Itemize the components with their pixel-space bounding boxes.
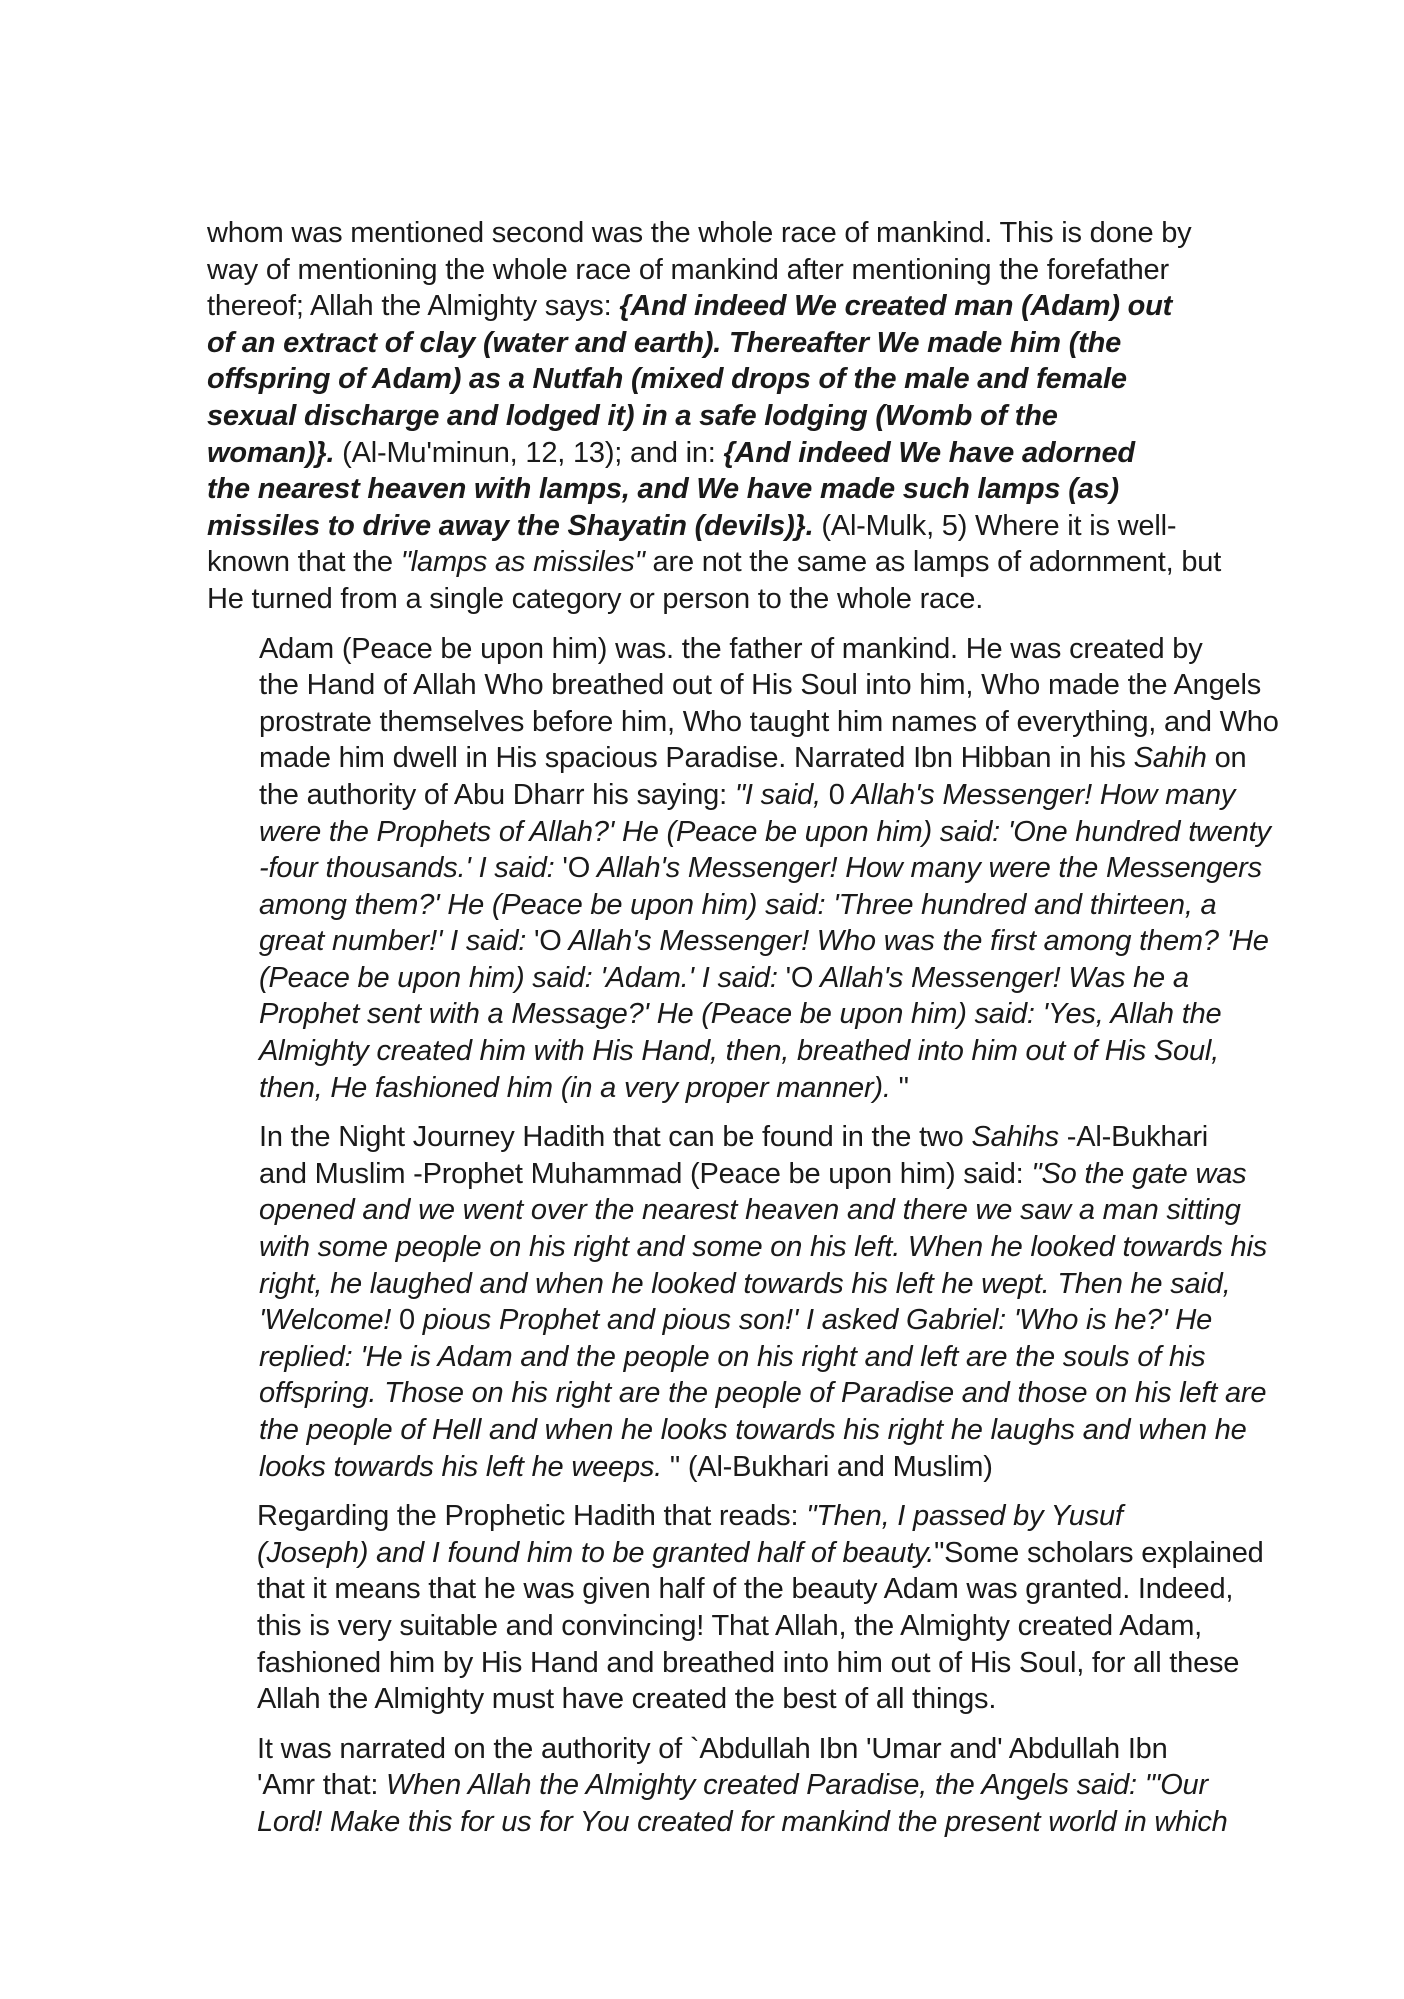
text-line <box>207 1498 1197 1535</box>
body-text: (Al-Mu'minun, 12, 13); and in: <box>334 436 724 469</box>
body-text: prostrate themselves before him, Who taught him names of everything, and Who <box>259 705 1279 738</box>
hadith-quote-text: "lamps as missiles" <box>400 546 645 579</box>
body-text: 'O <box>785 961 814 994</box>
text-line <box>207 850 1262 887</box>
hadith-quote-text: When Allah the Almighty created Paradise, the Angels said: "'Our <box>386 1769 1208 1802</box>
text-line <box>207 1266 1231 1303</box>
body-text: He turned from a single category or person to the whole race. <box>207 582 984 615</box>
text-line <box>207 1033 1219 1070</box>
body-text: 0 <box>398 1304 415 1337</box>
text-line <box>207 288 1197 325</box>
hadith-quote-text: among them?' He (Peace be upon him) said: 'Three hundred and thirteen, a <box>259 888 1217 921</box>
body-text: the Hand of Allah Who breathed out of His Soul into him, Who made the Angels <box>259 669 1262 702</box>
text-line <box>207 1412 1247 1449</box>
hadith-quote-text: looks towards his left he weeps. <box>259 1450 670 1483</box>
text-line <box>207 252 1197 289</box>
paragraph-4 <box>207 1498 1264 1718</box>
text-line <box>207 325 1197 362</box>
hadith-quote-text: "So the gate was <box>1031 1157 1247 1190</box>
body-text: Adam (Peace be upon him) was. the father of mankind. He was created by <box>259 632 1203 665</box>
text-line <box>207 1645 1240 1682</box>
hadith-quote-text: -four thousands.' I said: <box>259 852 563 885</box>
text-line <box>207 1119 1209 1156</box>
text-line <box>207 1302 1213 1339</box>
hadith-quote-text: 'Welcome! <box>259 1304 399 1337</box>
text-line <box>207 631 1203 668</box>
body-text: "Some scholars explained <box>934 1536 1264 1569</box>
text-line <box>207 435 1197 472</box>
text-line <box>207 740 1247 777</box>
body-text: whom was mentioned second was the whole race of mankind. This is done by <box>207 217 1192 249</box>
body-text: this is very suitable and convincing! That Allah, the Almighty created Adam, <box>257 1609 1203 1642</box>
text-line <box>207 508 1197 545</box>
text-line <box>207 667 1262 704</box>
quran-quote-text: woman)}. <box>207 436 335 469</box>
body-text: on <box>1206 742 1247 775</box>
hadith-quote-text: offspring. Those on his right are the people of Paradise and those on his left are <box>259 1377 1267 1410</box>
hadith-quote-text: with some people on his right and some on his left. When he looked towards his <box>259 1231 1268 1264</box>
hadith-quote-text: replied: 'He is Adam and the people on his right and left are the souls of his <box>259 1340 1206 1373</box>
body-text: fashioned him by His Hand and breathed into him out of His Soul, for all these <box>257 1646 1240 1679</box>
hadith-quote-text: Allah's Messenger! How many <box>844 778 1236 811</box>
body-text: " <box>898 1071 909 1104</box>
text-line <box>207 1608 1203 1645</box>
hadith-quote-text: Prophet sent with a Message?' He (Peace be upon him) said: 'Yes, Allah the <box>259 998 1222 1031</box>
text-line <box>207 777 1236 814</box>
body-text: Regarding the Prophetic Hadith that reads: <box>257 1500 807 1533</box>
hadith-quote-text: (Peace be upon him) said: 'Adam.' I said: <box>259 961 786 994</box>
body-text: are not the same as lamps of adornment, but <box>644 546 1222 579</box>
text-line <box>207 1449 1197 1486</box>
hadith-quote-text: (Joseph) and I found him to be granted half of beauty. <box>257 1536 935 1569</box>
document-page <box>207 215 1279 1854</box>
text-line <box>207 960 1197 997</box>
text-line <box>207 1192 1241 1229</box>
body-text: and Muslim -Prophet Muhammad (Peace be upon him) said: <box>259 1157 1032 1190</box>
text-line <box>207 1804 1228 1841</box>
quran-quote-text: the nearest heaven with lamps, and We have made such lamps (as) <box>207 473 1119 506</box>
text-line <box>207 1535 1264 1572</box>
body-text: " (Al-Bukhari and Muslim) <box>669 1450 993 1483</box>
body-text: the authority of Abu Dharr his saying: <box>259 778 735 811</box>
text-line <box>207 1571 1234 1608</box>
text-line <box>207 887 1217 924</box>
quran-quote-text: missiles to drive away the Shayatin (devils)}. <box>207 509 814 542</box>
body-text: 'Amr that: <box>257 1769 387 1802</box>
hadith-quote-text: Almighty created him with His Hand, then, breathed into him out of His Soul, <box>259 1035 1219 1068</box>
text-line <box>207 923 1269 960</box>
text-line <box>207 1681 1197 1718</box>
body-text: In the Night Journey Hadith that can be found in the two <box>259 1121 972 1154</box>
quran-quote-text: of an extract of clay (water and earth). Thereafter We made him (the <box>207 326 1122 359</box>
body-text: 0 <box>828 778 845 811</box>
text-line <box>207 1156 1247 1193</box>
text-line <box>207 1767 1208 1804</box>
paragraph-3 <box>207 1119 1268 1485</box>
text-line <box>207 1731 1197 1768</box>
body-text: thereof; Allah the Almighty says: <box>207 290 620 323</box>
hadith-quote-text: pious Prophet and pious son!' I asked Gabriel: 'Who is he?' He <box>414 1304 1213 1337</box>
hadith-quote-text: then, He fashioned him (in a very proper manner). <box>259 1071 899 1104</box>
body-text: 'O <box>533 925 562 958</box>
body-text: 'O <box>562 852 591 885</box>
body-text: (Al-Mulk, 5) Where it is well- <box>813 509 1177 542</box>
text-line <box>207 544 1222 581</box>
text-line <box>207 398 1197 435</box>
text-line <box>207 471 1197 508</box>
text-line <box>207 581 1197 618</box>
body-text: -Al-Bukhari <box>1058 1121 1209 1154</box>
hadith-quote-text: great number!' I said: <box>259 925 534 958</box>
quran-quote-text: {And indeed We created man (Adam) out <box>619 290 1173 323</box>
paragraph-2 <box>207 631 1279 1107</box>
body-text: Allah the Almighty must have created the best of all things. <box>257 1683 997 1716</box>
body-text: way of mentioning the whole race of mankind after mentioning the forefather <box>207 253 1169 286</box>
body-text: made him dwell in His spacious Paradise. Narrated Ibn Hibban in his <box>259 742 1134 775</box>
hadith-quote-text: the people of Hell and when he looks towards his right he laughs and when he <box>259 1414 1247 1446</box>
body-text: that it means that he was given half of the beauty Adam was granted. Indeed, <box>257 1573 1234 1606</box>
text-line <box>207 704 1279 741</box>
hadith-quote-text: "Then, I passed by Yusuf <box>806 1500 1123 1533</box>
hadith-quote-text: were the Prophets of Allah?' He (Peace be upon him) said: 'One hundred twenty <box>259 815 1271 848</box>
text-line <box>207 1339 1206 1376</box>
body-text: It was narrated on the authority of `Abdullah Ibn 'Umar and' Abdullah Ibn <box>257 1732 1168 1765</box>
hadith-quote-text: Lord! Make this for us for You created for mankind the present world in which <box>257 1805 1228 1838</box>
hadith-quote-text: Sahihs <box>971 1121 1059 1154</box>
text-line <box>207 996 1222 1033</box>
body-text: known that the <box>207 546 401 579</box>
paragraph-1 <box>207 215 1222 618</box>
text-line <box>207 1375 1267 1412</box>
hadith-quote-text: "I said, <box>734 778 829 811</box>
quran-quote-text: sexual discharge and lodged it) in a safe lodging (Womb of the <box>207 399 1058 432</box>
quran-quote-text: offspring of Adam) as a Nutfah (mixed drops of the male and female <box>207 363 1127 396</box>
hadith-quote-text: Sahih <box>1133 742 1207 775</box>
text-line <box>207 215 1197 252</box>
hadith-quote-text: right, he laughed and when he looked towards his left he wept. Then he said, <box>259 1267 1231 1300</box>
hadith-quote-text: Allah's Messenger! Who was the first among them? 'He <box>561 925 1269 958</box>
text-line <box>207 361 1197 398</box>
hadith-quote-text: opened and we went over the nearest heaven and there we saw a man sitting <box>259 1194 1241 1227</box>
text-line <box>207 1229 1268 1266</box>
text-line <box>207 814 1271 851</box>
paragraph-5 <box>207 1731 1228 1841</box>
hadith-quote-text: Allah's Messenger! Was he a <box>813 961 1189 994</box>
quran-quote-text: {And indeed We have adorned <box>723 436 1135 469</box>
hadith-quote-text: Allah's Messenger! How many were the Messengers <box>590 852 1262 885</box>
text-line <box>207 1070 1197 1107</box>
